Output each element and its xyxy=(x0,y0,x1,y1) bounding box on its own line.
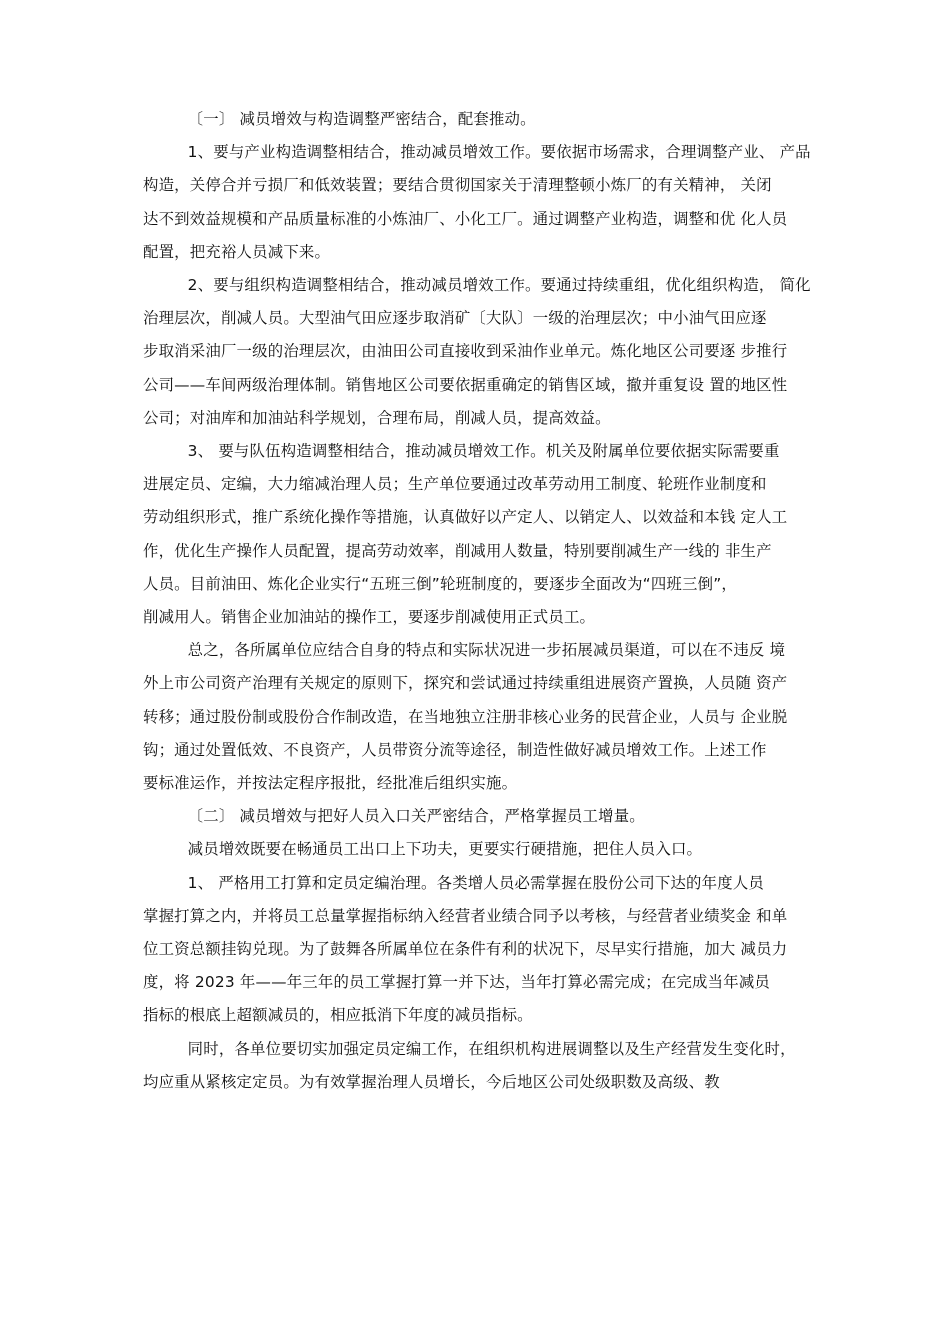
text-line: 进展定员、定编，大力缩减治理人员；生产单位要通过改革劳动用工制度、轮班作业制度和 xyxy=(143,475,767,494)
document-body xyxy=(143,103,815,1099)
text-line: 公司；对油库和加油站科学规划，合理布局，削减人员，提高效益。 xyxy=(143,408,611,427)
text-line: 钩；通过处置低效、不良资产，人员带资分流等途径，制造性做好减员增效工作。上述工作 xyxy=(143,740,767,759)
text-line: 公司——车间两级治理体制。销售地区公司要依据重确定的销售区域，撤并重复设 置的地区性 xyxy=(143,375,788,394)
text-line: 同时，各单位要切实加强定员定编工作，在组织机构进展调整以及生产经营发生变化时， xyxy=(187,1039,796,1058)
text-line: 1、要与产业构造调整相结合，推动减员增效工作。要依据市场需求，合理调整产业、 产品 xyxy=(187,143,811,162)
text-line: 2、要与组织构造调整相结合，推动减员增效工作。要通过持续重组，优化组织构造， 简化 xyxy=(187,276,811,295)
text-line: 减员增效既要在畅通员工出口上下功夫，更要实行硬措施，把住人员入口。 xyxy=(187,840,703,859)
text-line: 配置，把充裕人员减下来。 xyxy=(143,242,331,261)
text-line: 掌握打算之内，并将员工总量掌握指标纳入经营者业绩合同予以考核，与经营者业绩奖金 和单 xyxy=(143,906,788,925)
text-line: 均应重从紧核定定员。为有效掌握治理人员增长，今后地区公司处级职数及高级、教 xyxy=(143,1072,720,1091)
text-line: 位工资总额挂钩兑现。为了鼓舞各所属单位在条件有利的状况下，尽早实行措施，加大 减员力 xyxy=(143,940,788,959)
text-line: 〔一〕 减员增效与构造调整严密结合，配套推动。 xyxy=(187,110,536,128)
text-line: 作，优化生产操作人员配置，提高劳动效率，削减用人数量，特别要削减生产一线的 非生产 xyxy=(143,541,772,560)
text-line: 指标的根底上超额减员的，相应抵消下年度的减员指标。 xyxy=(143,1006,533,1025)
text-line: 要标准运作，并按法定程序报批，经批准后组织实施。 xyxy=(143,774,518,793)
text-line: 达不到效益规模和产品质量标准的小炼油厂、小化工厂。通过调整产业构造，调整和优 化人员 xyxy=(143,209,788,228)
text-line: 削减用人。销售企业加油站的操作工，要逐步削减使用正式员工。 xyxy=(143,608,596,627)
text-line: 人员。目前油田、炼化企业实行“五班三倒”轮班制度的，要逐步全面改为“四班三倒”， xyxy=(143,574,737,593)
text-line: 转移；通过股份制或股份合作制改造，在当地独立注册非核心业务的民营企业，人员与 企业脱 xyxy=(143,707,788,726)
text-line: 步取消采油厂一级的治理层次，由油田公司直接收到采油作业单元。炼化地区公司要逐 步推行 xyxy=(143,342,788,361)
text-line: 3、 要与队伍构造调整相结合，推动减员增效工作。机关及附属单位要依据实际需要重 xyxy=(187,442,780,461)
text-line: 总之，各所属单位应结合自身的特点和实际状况进一步拓展减员渠道，可以在不违反 境 xyxy=(187,641,786,660)
text-line: 治理层次，削减人员。大型油气田应逐步取消矿〔大队〕一级的治理层次；中小油气田应逐 xyxy=(143,309,767,328)
text-line: 构造，关停合并亏损厂和低效装置；要结合贯彻国家关于清理整顿小炼厂的有关精神， 关闭 xyxy=(143,176,772,195)
text-line: 劳动组织形式，推广系统化操作等措施，认真做好以产定人、以销定人、以效益和本钱 定人工 xyxy=(143,508,788,527)
text-line: 〔二〕 减员增效与把好人员入口关严密结合，严格掌握员工增量。 xyxy=(187,807,645,826)
text-line: 1、 严格用工打算和定员定编治理。各类增人员必需掌握在股份公司下达的年度人员 xyxy=(187,873,765,892)
text-line: 度，将 2023 年——年三年的员工掌握打算一并下达，当年打算必需完成；在完成当年减员 xyxy=(143,973,771,992)
text-line: 外上市公司资产治理有关规定的原则下，探究和尝试通过持续重组进展资产置换，人员随 资产 xyxy=(143,674,788,693)
